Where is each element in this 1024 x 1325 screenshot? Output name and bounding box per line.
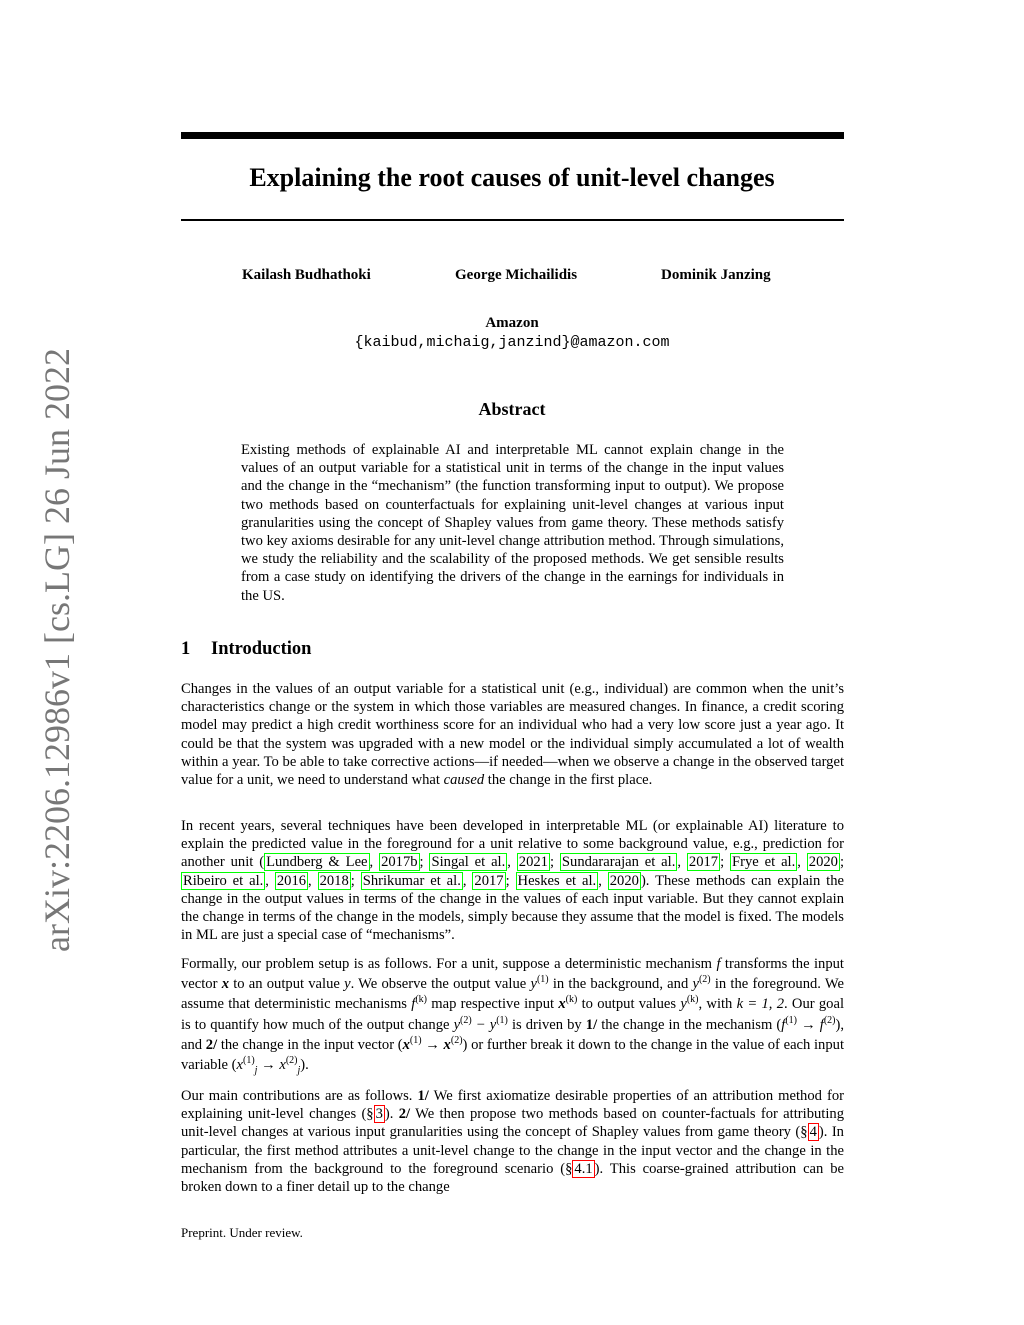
citation-link[interactable]: 2020 bbox=[808, 854, 838, 871]
section-title: Introduction bbox=[211, 639, 312, 659]
citation-link[interactable]: Lundberg & Lee bbox=[266, 854, 368, 871]
citation-link[interactable]: Sundararajan et al. bbox=[561, 854, 676, 871]
arxiv-stamp: arXiv:2206.12986v1 [cs.LG] 26 Jun 2022 bbox=[37, 348, 77, 952]
author-2: George Michailidis bbox=[455, 267, 578, 283]
top-rule bbox=[181, 132, 844, 139]
affiliation: Amazon bbox=[485, 315, 539, 331]
paragraph-1: Changes in the values of an output variable for a statistical unit (e.g., individual) are common when the unit’s characteristics change or the system in which those variables are measured changes. In finance, a credit scoring model may predict a high credit worthiness score for an individual who had a very low score just a year ago. It could be that the system was upgraded with a new model or the individual simply accumulated a lot of wealth within a year. To be able to take corrective actions—if needed—when we observe a change in the observed target value for a unit, we need to understand what caused the change in the first place. bbox=[181, 681, 844, 789]
abstract-text: Existing methods of explainable AI and interpretable ML cannot explain change in the values of an output variable for a statistical unit in terms of the change in the input values and the change in the “mechanism” (the function transforming input to output). We propose two methods based on counterfactuals for explaining unit-level changes at various input granularities using the concept of Shapley values from game theory. These methods satisfy two key axioms desirable for any unit-level change attribution method. Through simulations, we study the reliability and the scalability of the proposed methods. We get sensible results from a case study on identifying the drivers of the change in the earnings for individuals in the US. bbox=[241, 442, 784, 604]
paragraph-2: In recent years, several techniques have been developed in interpretable ML (or explainable AI) literature to explain the predicted value in the foreground for a unit relative to some background value, e.g., prediction for another unit ( Lundberg & Lee , 2017b ; Singal et al. , 2021 ; Sundararajan et al. , 2017 ; Frye et al. , 2020 ; Ribeiro et al. , 2016 , 2018 ; Shrikumar et al. , 2017 ; Heskes et al. , 2020 ). These methods can explain the change in the output values in terms of the change in the values of each input variable. But they cannot explain the change in terms of the change in the models, simply because they assume that the model is fixed. The models in ML are just a special case of “mechanisms”. bbox=[181, 818, 845, 944]
citation-link[interactable]: 2017 bbox=[474, 872, 504, 889]
section-ref-link[interactable]: 3 bbox=[375, 1106, 383, 1123]
paragraph-4: Our main contributions are as follows. 1/ We first axiomatize desirable properties of an attribution method for explaining unit-level changes (§ 3 ). 2/ We then propose two methods based on counter-factuals for attributing unit-level changes at various input granularities using the concept of Shapley values from game theory (§ 4 ). In particular, the first method attributes a unit-level change to the change in the input vector and the change in the mechanism from the background to the foreground scenario (§ 4.1 ). This coarse-grained attribution can be broken down to a finer detail up to the change bbox=[181, 1088, 844, 1196]
paper-title: Explaining the root causes of unit-level changes bbox=[249, 163, 775, 192]
citation-link[interactable]: 2017b bbox=[381, 854, 418, 871]
paragraph-3: Formally, our problem setup is as follows. For a unit, suppose a deterministic mechanism f transforms the input vector x to an output value y. We observe the output value $y^{(1)}$ in the background, and $y^{(2)}$ in the foreground. We assume that deterministic mechanisms $f^{(k)}$ map respective input $x^{(k)}$ to output values $y^{(k)}$, with k = 1, 2. Our goal is to quantify how much of the output change $y^{(2)} - y^{(1)}$ is driven by 1/ the change in the mechanism $(f^{(1)} \to f^{(2)})$, and 2/ the change in the input vector $(x^{(1)} \to x^{(2)})$ or further break it down to the change in the value of each input variable $(x^{(1)}_j \to x^{(2)}_j)$. bbox=[181, 956, 845, 1076]
citation-link[interactable]: 2018 bbox=[319, 872, 349, 889]
abstract-heading: Abstract bbox=[478, 399, 546, 419]
citation-link[interactable]: 2017 bbox=[688, 854, 719, 871]
citation-link[interactable]: 2016 bbox=[276, 872, 307, 889]
citation-link[interactable]: Shrikumar et al. bbox=[362, 872, 461, 889]
citation-link[interactable]: Ribeiro et al. bbox=[183, 872, 264, 889]
section-ref-link[interactable]: 4 bbox=[809, 1124, 817, 1141]
email: {kaibud,michaig,janzind}@amazon.com bbox=[354, 334, 670, 351]
citation-link[interactable]: Heskes et al. bbox=[517, 872, 597, 889]
author-1: Kailash Budhathoki bbox=[242, 267, 371, 283]
citation-link[interactable]: 2021 bbox=[518, 854, 548, 871]
title-rule bbox=[181, 219, 844, 221]
citation-link[interactable]: 2020 bbox=[609, 872, 639, 889]
section-ref-link[interactable]: 4.1 bbox=[574, 1160, 593, 1177]
section-heading bbox=[181, 639, 311, 660]
section-number: 1 bbox=[181, 639, 191, 659]
citation-link[interactable]: Singal et al. bbox=[431, 854, 506, 871]
author-3: Dominik Janzing bbox=[661, 267, 771, 283]
footer-note: Preprint. Under review. bbox=[181, 1225, 303, 1240]
citation-link[interactable]: Frye et al. bbox=[732, 854, 796, 871]
